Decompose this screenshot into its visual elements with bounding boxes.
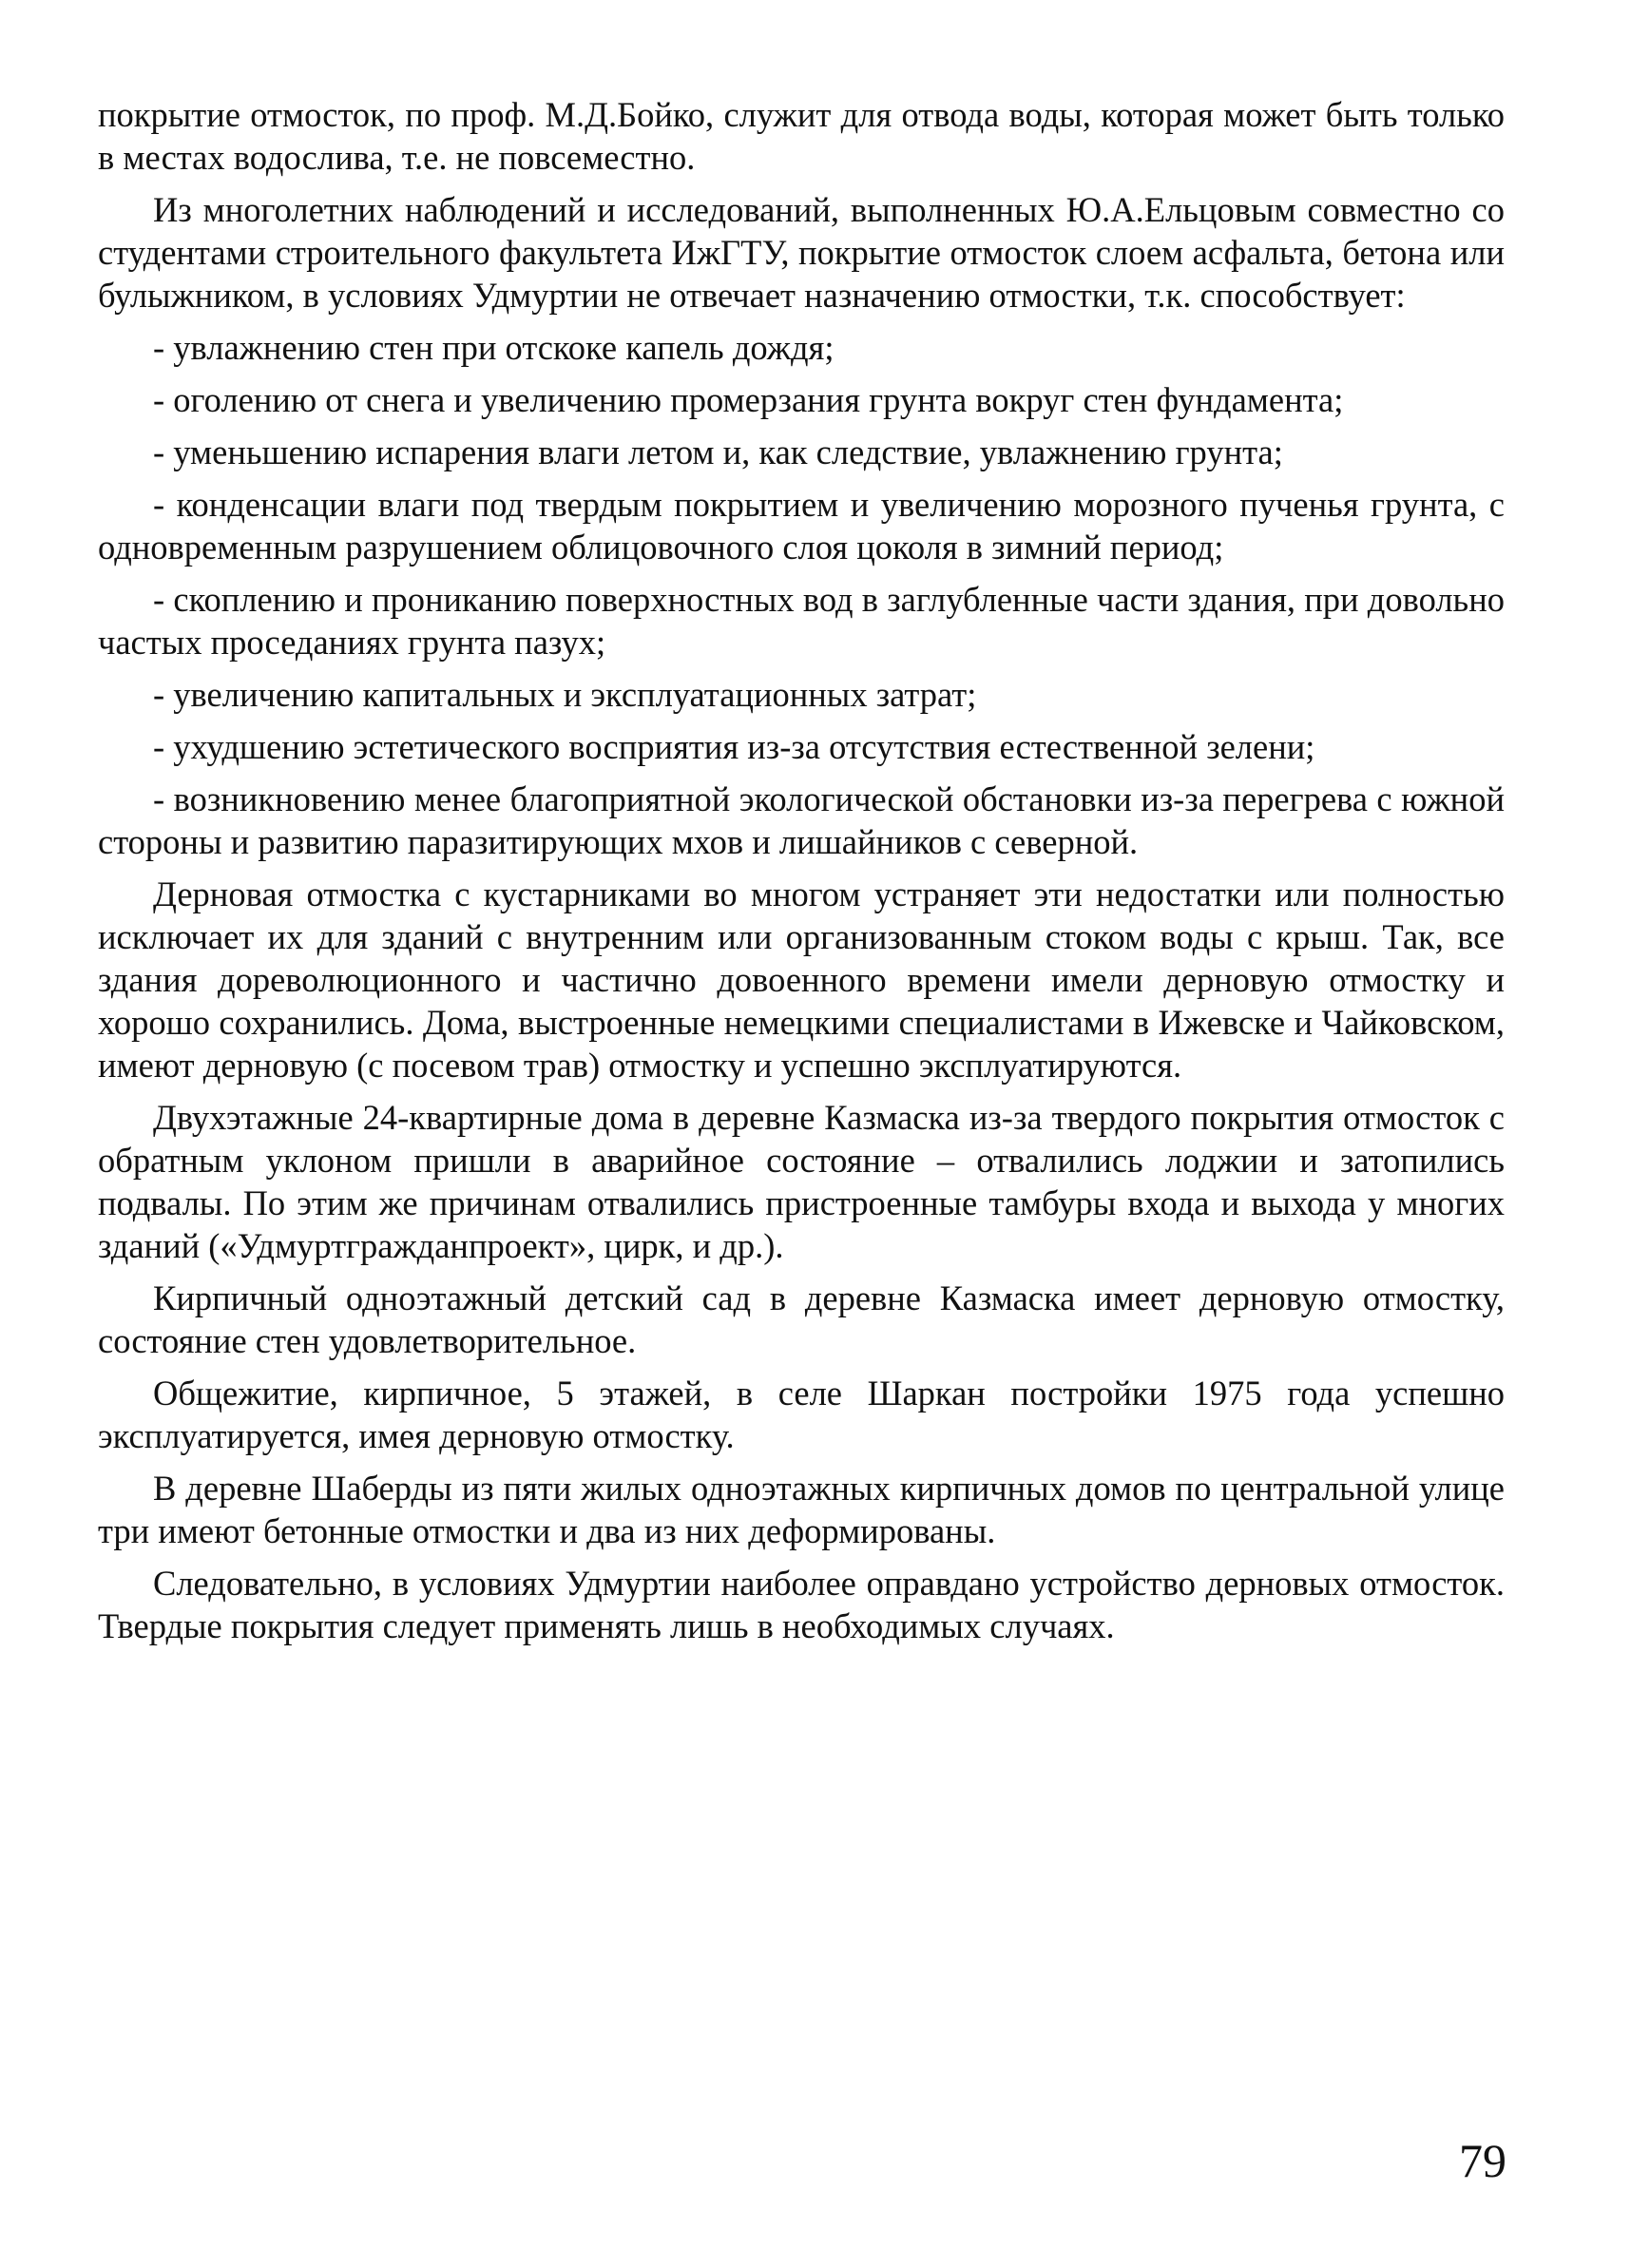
list-item-aesthetics: - ухудшению эстетического восприятия из-за отсутствия естественной зелени;: [153, 727, 1315, 766]
list-item-condensation: - конденсации влаги под твердым покрытием и увеличению морозного пученья грунта, с одновременным разрушением облицовочного слоя цоколя в зимний период;: [98, 485, 1505, 567]
list-item-ecology: - возникновению менее благоприятной экологической обстановки из-за перегрева с южной стороны и развитию паразитирующих мхов и лишайников с северной.: [98, 779, 1505, 861]
paragraph-kazmaska-houses: Двухэтажные 24-квартирные дома в деревне Казмаска из-за твердого покрытия отмосток с обратным уклоном пришли в аварийное состояние – отвалились лоджии и затопились подвалы. По этим же причинам отвалились пристроенные тамбуры входа и выхода у многих зданий («Удмуртгражданпроект», цирк, и др.).: [98, 1098, 1505, 1265]
body-text: [98, 93, 1505, 1657]
list-item-wall-moisture: - увлажнению стен при отскоке капель дождя;: [153, 328, 835, 367]
paragraph-shaberdy: В деревне Шаберды из пяти жилых одноэтажных кирпичных домов по центральной улице три имеют бетонные отмостки и два из них деформированы.: [98, 1469, 1505, 1550]
paragraph-dormitory: Общежитие, кирпичное, 5 этажей, в селе Шаркан постройки 1975 года успешно эксплуатируется, имея дерновую отмостку.: [98, 1374, 1505, 1455]
paragraph-conclusion: Следовательно, в условиях Удмуртии наиболее оправдано устройство дерновых отмосток. Твердые покрытия следует применять лишь в необходимых случаях.: [98, 1564, 1505, 1645]
paragraph-continuation: покрытие отмосток, по проф. М.Д.Бойко, служит для отвода воды, которая может быть только в местах водослива, т.е. не повсеместно.: [98, 95, 1505, 177]
list-item-snow-freezing: - оголению от снега и увеличению промерзания грунта вокруг стен фундамента;: [153, 380, 1344, 419]
paragraph-kindergarten: Кирпичный одноэтажный детский сад в деревне Казмаска имеет дерновую отмостку, состояние стен удовлетворительное.: [98, 1278, 1505, 1360]
list-item-costs: - увеличению капитальных и эксплуатационных затрат;: [153, 675, 977, 714]
list-item-evaporation: - уменьшению испарения влаги летом и, как следствие, увлажнению грунта;: [153, 432, 1283, 471]
page-number: 79: [1459, 2134, 1506, 2187]
list-item-surface-water: - скоплению и прониканию поверхностных вод в заглубленные части здания, при довольно частых проседаниях грунта пазух;: [98, 580, 1505, 662]
paragraph-turf-blind-area: Дерновая отмостка с кустарниками во многом устраняет эти недостатки или полностью исключает их для зданий с внутренним или организованным стоком воды с крыш. Так, все здания дореволюционного и частично довоенного времени имели дерновую отмостку и хорошо сохранились. Дома, выстроенные немецкими специалистами в Ижевске и Чайковском, имеют дерновую (с посевом трав) отмостку и успешно эксплуатируются.: [98, 875, 1505, 1085]
paragraph-observations-intro: Из многолетних наблюдений и исследований, выполненных Ю.А.Ельцовым совместно со студентами строительного факультета ИжГТУ, покрытие отмосток слоем асфальта, бетона или булыжником, в условиях Удмуртии не отвечает назначению отмостки, т.к. способствует:: [98, 190, 1505, 315]
